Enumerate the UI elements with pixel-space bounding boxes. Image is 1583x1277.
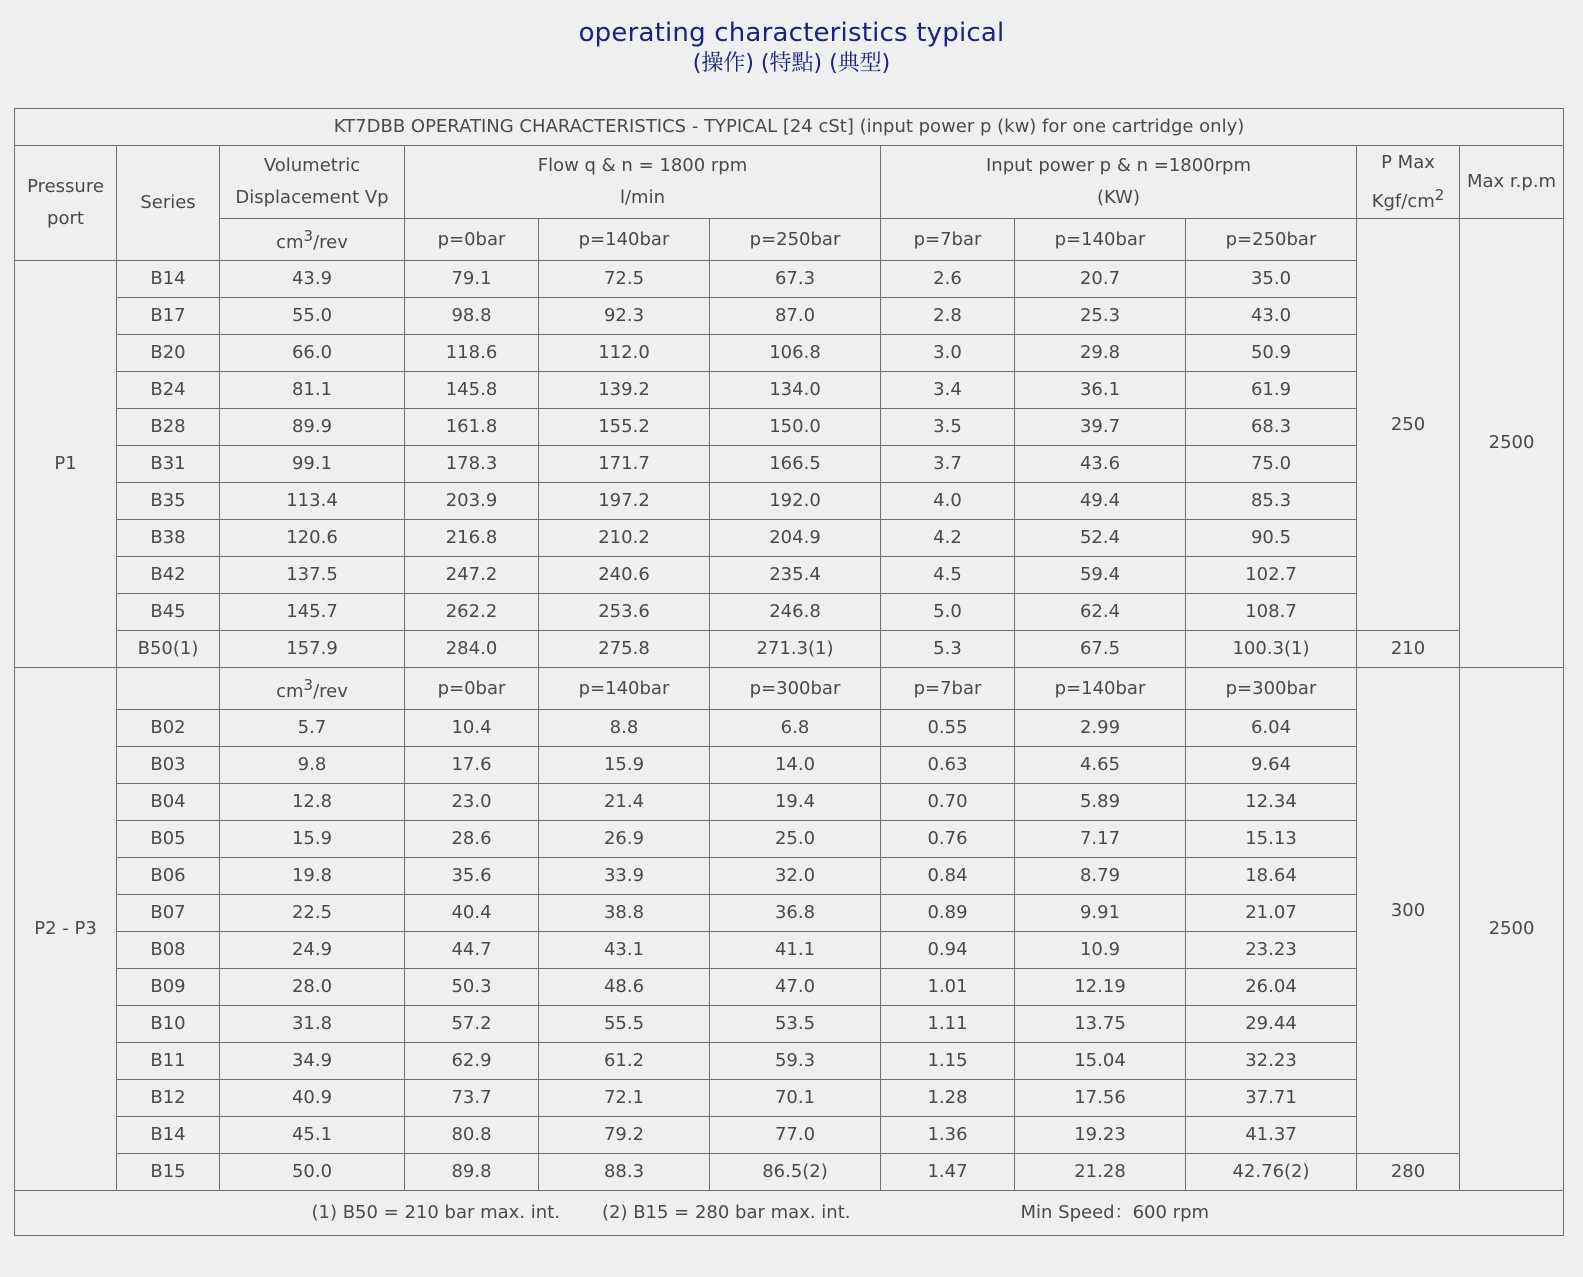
value-cell: 100.3(1) xyxy=(1186,631,1357,668)
value-cell: 40.9 xyxy=(220,1080,405,1117)
value-cell: 5.3 xyxy=(881,631,1015,668)
value-cell: 77.0 xyxy=(710,1117,881,1154)
table-row xyxy=(15,261,1564,298)
value-cell: 6.04 xyxy=(1186,710,1357,747)
value-cell: 3.7 xyxy=(881,446,1015,483)
series-cell: B08 xyxy=(117,932,220,969)
pressure-port-p1: P1 xyxy=(15,261,117,668)
value-cell: 35.6 xyxy=(405,858,539,895)
value-cell: 12.19 xyxy=(1015,969,1186,1006)
series-cell: B02 xyxy=(117,710,220,747)
value-cell: 81.1 xyxy=(220,372,405,409)
series-blank-cell xyxy=(117,668,220,710)
value-cell: 0.76 xyxy=(881,821,1015,858)
value-cell: 0.63 xyxy=(881,747,1015,784)
table-row xyxy=(15,969,1564,1006)
value-cell: 21.07 xyxy=(1186,895,1357,932)
header-pmax xyxy=(1357,146,1460,219)
value-cell: 73.7 xyxy=(405,1080,539,1117)
value-cell: 102.7 xyxy=(1186,557,1357,594)
table-row xyxy=(15,520,1564,557)
maxrpm-value-p2: 2500 xyxy=(1460,668,1564,1191)
value-cell: 0.89 xyxy=(881,895,1015,932)
value-cell: 23.23 xyxy=(1186,932,1357,969)
cm-unit-sup: 3 xyxy=(303,676,314,694)
value-cell: 45.1 xyxy=(220,1117,405,1154)
subheader-power-5: p=250bar xyxy=(1186,219,1357,261)
value-cell: 61.2 xyxy=(539,1043,710,1080)
value-cell: 8.8 xyxy=(539,710,710,747)
value-cell: 72.1 xyxy=(539,1080,710,1117)
value-cell: 43.0 xyxy=(1186,298,1357,335)
series-cell: B11 xyxy=(117,1043,220,1080)
value-cell: 59.4 xyxy=(1015,557,1186,594)
value-cell: 79.2 xyxy=(539,1117,710,1154)
value-cell: 88.3 xyxy=(539,1154,710,1191)
series-cell: B50(1) xyxy=(117,631,220,668)
value-cell: 38.8 xyxy=(539,895,710,932)
table-row xyxy=(15,631,1564,668)
value-cell: 235.4 xyxy=(710,557,881,594)
table-row xyxy=(15,557,1564,594)
value-cell: 1.36 xyxy=(881,1117,1015,1154)
value-cell: 240.6 xyxy=(539,557,710,594)
value-cell: 192.0 xyxy=(710,483,881,520)
value-cell: 61.9 xyxy=(1186,372,1357,409)
value-cell: 31.8 xyxy=(220,1006,405,1043)
value-cell: 4.2 xyxy=(881,520,1015,557)
pmax-value-p1: 250 xyxy=(1357,219,1460,631)
value-cell: 204.9 xyxy=(710,520,881,557)
header-pressure-port: Pressure port xyxy=(15,146,117,261)
value-cell: 50.0 xyxy=(220,1154,405,1191)
value-cell: 79.1 xyxy=(405,261,539,298)
value-cell: 210.2 xyxy=(539,520,710,557)
value-cell: 55.0 xyxy=(220,298,405,335)
value-cell: 6.8 xyxy=(710,710,881,747)
series-cell: B17 xyxy=(117,298,220,335)
header-power-unit: (KW) xyxy=(1096,187,1140,208)
heading-subtitle: (操作) (特點) (典型) xyxy=(692,51,891,76)
value-cell: 75.0 xyxy=(1186,446,1357,483)
operating-characteristics-table xyxy=(14,108,1564,1236)
value-cell: 112.0 xyxy=(539,335,710,372)
series-cell: B12 xyxy=(117,1080,220,1117)
table-row xyxy=(15,1043,1564,1080)
value-cell: 1.11 xyxy=(881,1006,1015,1043)
cm-unit-base: cm xyxy=(276,232,304,253)
value-cell: 1.01 xyxy=(881,969,1015,1006)
value-cell: 25.0 xyxy=(710,821,881,858)
pressure-port-p2: P2 - P3 xyxy=(15,668,117,1191)
value-cell: 8.79 xyxy=(1015,858,1186,895)
value-cell: 145.7 xyxy=(220,594,405,631)
value-cell: 72.5 xyxy=(539,261,710,298)
series-cell: B31 xyxy=(117,446,220,483)
value-cell: 89.8 xyxy=(405,1154,539,1191)
series-cell: B42 xyxy=(117,557,220,594)
subheader-power-3: p=7bar xyxy=(881,219,1015,261)
value-cell: 48.6 xyxy=(539,969,710,1006)
value-cell: 32.0 xyxy=(710,858,881,895)
subheader-flow-1: p=140bar xyxy=(539,219,710,261)
footer-notes-left xyxy=(15,1191,881,1236)
value-cell: 19.4 xyxy=(710,784,881,821)
value-cell: 62.4 xyxy=(1015,594,1186,631)
value-cell: 32.23 xyxy=(1186,1043,1357,1080)
pmax-value-p2: 300 xyxy=(1357,668,1460,1154)
cm-unit-base: cm xyxy=(276,681,304,702)
table-row xyxy=(15,747,1564,784)
table-row xyxy=(15,710,1564,747)
table-row xyxy=(15,1154,1564,1191)
table-title: KT7DBB OPERATING CHARACTERISTICS - TYPICAL [24 cSt] (input power p (kw) for one cartridge only) xyxy=(15,109,1564,146)
spec-table-wrapper xyxy=(14,108,1563,1236)
cm-unit-suffix: /rev xyxy=(313,232,348,253)
value-cell: 67.5 xyxy=(1015,631,1186,668)
value-cell: 118.6 xyxy=(405,335,539,372)
series-cell: B14 xyxy=(117,1117,220,1154)
value-cell: 15.9 xyxy=(220,821,405,858)
value-cell: 161.8 xyxy=(405,409,539,446)
header-flow-label: Flow q & n = 1800 rpm xyxy=(537,155,748,176)
value-cell: 53.5 xyxy=(710,1006,881,1043)
value-cell: 0.84 xyxy=(881,858,1015,895)
value-cell: 155.2 xyxy=(539,409,710,446)
header-flow xyxy=(405,146,881,219)
value-cell: 21.4 xyxy=(539,784,710,821)
value-cell: 26.9 xyxy=(539,821,710,858)
value-cell: 3.0 xyxy=(881,335,1015,372)
value-cell: 262.2 xyxy=(405,594,539,631)
table-row xyxy=(15,784,1564,821)
cm-unit-sup: 3 xyxy=(303,227,314,245)
value-cell: 44.7 xyxy=(405,932,539,969)
table-row xyxy=(15,1006,1564,1043)
value-cell: 90.5 xyxy=(1186,520,1357,557)
value-cell: 9.91 xyxy=(1015,895,1186,932)
value-cell: 15.04 xyxy=(1015,1043,1186,1080)
value-cell: 35.0 xyxy=(1186,261,1357,298)
value-cell: 70.1 xyxy=(710,1080,881,1117)
pmax-last-p2: 280 xyxy=(1357,1154,1460,1191)
value-cell: 0.94 xyxy=(881,932,1015,969)
value-cell: 43.1 xyxy=(539,932,710,969)
value-cell: 50.9 xyxy=(1186,335,1357,372)
value-cell: 62.9 xyxy=(405,1043,539,1080)
header-pmax-unit xyxy=(1357,179,1459,218)
value-cell: 40.4 xyxy=(405,895,539,932)
value-cell: 20.7 xyxy=(1015,261,1186,298)
series-cell: B14 xyxy=(117,261,220,298)
value-cell: 17.56 xyxy=(1015,1080,1186,1117)
value-cell: 99.1 xyxy=(220,446,405,483)
series-cell: B20 xyxy=(117,335,220,372)
table-row xyxy=(15,594,1564,631)
value-cell: 13.75 xyxy=(1015,1006,1186,1043)
value-cell: 66.0 xyxy=(220,335,405,372)
series-cell: B09 xyxy=(117,969,220,1006)
value-cell: 4.65 xyxy=(1015,747,1186,784)
value-cell: 253.6 xyxy=(539,594,710,631)
subheader-power-5: p=300bar xyxy=(1186,668,1357,710)
subheader-power-4: p=140bar xyxy=(1015,219,1186,261)
value-cell: 275.8 xyxy=(539,631,710,668)
value-cell: 67.3 xyxy=(710,261,881,298)
series-cell: B07 xyxy=(117,895,220,932)
table-row xyxy=(15,1080,1564,1117)
value-cell: 12.8 xyxy=(220,784,405,821)
table-row xyxy=(15,821,1564,858)
value-cell: 41.37 xyxy=(1186,1117,1357,1154)
value-cell: 0.55 xyxy=(881,710,1015,747)
value-cell: 15.13 xyxy=(1186,821,1357,858)
value-cell: 21.28 xyxy=(1015,1154,1186,1191)
value-cell: 28.6 xyxy=(405,821,539,858)
value-cell: 26.04 xyxy=(1186,969,1357,1006)
subheader-flow-2: p=300bar xyxy=(710,668,881,710)
series-cell: B05 xyxy=(117,821,220,858)
subheader-flow-0: p=0bar xyxy=(405,668,539,710)
table-row xyxy=(15,372,1564,409)
value-cell: 89.9 xyxy=(220,409,405,446)
value-cell: 2.99 xyxy=(1015,710,1186,747)
value-cell: 120.6 xyxy=(220,520,405,557)
value-cell: 17.6 xyxy=(405,747,539,784)
value-cell: 42.76(2) xyxy=(1186,1154,1357,1191)
value-cell: 5.7 xyxy=(220,710,405,747)
value-cell: 113.4 xyxy=(220,483,405,520)
value-cell: 57.2 xyxy=(405,1006,539,1043)
value-cell: 98.8 xyxy=(405,298,539,335)
value-cell: 3.4 xyxy=(881,372,1015,409)
value-cell: 106.8 xyxy=(710,335,881,372)
pmax-unit-base: Kgf/cm xyxy=(1371,190,1435,212)
value-cell: 28.0 xyxy=(220,969,405,1006)
value-cell: 19.23 xyxy=(1015,1117,1186,1154)
value-cell: 137.5 xyxy=(220,557,405,594)
value-cell: 55.5 xyxy=(539,1006,710,1043)
value-cell: 5.89 xyxy=(1015,784,1186,821)
value-cell: 37.71 xyxy=(1186,1080,1357,1117)
value-cell: 4.0 xyxy=(881,483,1015,520)
value-cell: 4.5 xyxy=(881,557,1015,594)
series-cell: B38 xyxy=(117,520,220,557)
value-cell: 85.3 xyxy=(1186,483,1357,520)
table-row xyxy=(15,1117,1564,1154)
subheader-power-4: p=140bar xyxy=(1015,668,1186,710)
footer-note-b50: (1) B50 = 210 bar max. int. xyxy=(311,1202,560,1223)
value-cell: 14.0 xyxy=(710,747,881,784)
value-cell: 50.3 xyxy=(405,969,539,1006)
table-row xyxy=(15,298,1564,335)
value-cell: 39.7 xyxy=(1015,409,1186,446)
value-cell: 24.9 xyxy=(220,932,405,969)
value-cell: 22.5 xyxy=(220,895,405,932)
page-heading xyxy=(0,0,1583,78)
series-cell: B03 xyxy=(117,747,220,784)
header-power-label: Input power p & n =1800rpm xyxy=(986,155,1251,176)
value-cell: 134.0 xyxy=(710,372,881,409)
table-row xyxy=(15,446,1564,483)
value-cell: 12.34 xyxy=(1186,784,1357,821)
subheader-flow-1: p=140bar xyxy=(539,668,710,710)
header-max-rpm: Max r.p.m xyxy=(1460,146,1564,219)
heading-title: operating characteristics typical xyxy=(578,18,1005,48)
value-cell: 80.8 xyxy=(405,1117,539,1154)
header-series: Series xyxy=(117,146,220,261)
subheader-flow-0: p=0bar xyxy=(405,219,539,261)
subheader-flow-2: p=250bar xyxy=(710,219,881,261)
value-cell: 2.8 xyxy=(881,298,1015,335)
value-cell: 171.7 xyxy=(539,446,710,483)
subheader-cm-rev xyxy=(220,668,405,710)
value-cell: 43.9 xyxy=(220,261,405,298)
value-cell: 33.9 xyxy=(539,858,710,895)
cm-unit-suffix: /rev xyxy=(313,681,348,702)
value-cell: 86.5(2) xyxy=(710,1154,881,1191)
value-cell: 197.2 xyxy=(539,483,710,520)
table-row xyxy=(15,895,1564,932)
header-pmax-label: P Max xyxy=(1381,151,1435,173)
value-cell: 19.8 xyxy=(220,858,405,895)
subheader-power-3: p=7bar xyxy=(881,668,1015,710)
series-cell: B04 xyxy=(117,784,220,821)
value-cell: 108.7 xyxy=(1186,594,1357,631)
value-cell: 216.8 xyxy=(405,520,539,557)
value-cell: 36.1 xyxy=(1015,372,1186,409)
value-cell: 3.5 xyxy=(881,409,1015,446)
series-cell: B06 xyxy=(117,858,220,895)
value-cell: 47.0 xyxy=(710,969,881,1006)
value-cell: 41.1 xyxy=(710,932,881,969)
footer-min-speed: Min Speed：600 rpm xyxy=(881,1191,1564,1236)
value-cell: 9.64 xyxy=(1186,747,1357,784)
value-cell: 145.8 xyxy=(405,372,539,409)
value-cell: 25.3 xyxy=(1015,298,1186,335)
value-cell: 271.3(1) xyxy=(710,631,881,668)
series-cell: B45 xyxy=(117,594,220,631)
value-cell: 23.0 xyxy=(405,784,539,821)
value-cell: 15.9 xyxy=(539,747,710,784)
header-volumetric: Volumetric Displacement Vp xyxy=(220,146,405,219)
maxrpm-value-p1: 2500 xyxy=(1460,219,1564,668)
value-cell: 10.4 xyxy=(405,710,539,747)
value-cell: 7.17 xyxy=(1015,821,1186,858)
pmax-last-p1: 210 xyxy=(1357,631,1460,668)
value-cell: 52.4 xyxy=(1015,520,1186,557)
value-cell: 247.2 xyxy=(405,557,539,594)
value-cell: 1.15 xyxy=(881,1043,1015,1080)
value-cell: 5.0 xyxy=(881,594,1015,631)
value-cell: 1.28 xyxy=(881,1080,1015,1117)
footer-note-b15: (2) B15 = 280 bar max. int. xyxy=(601,1202,851,1223)
table-row xyxy=(15,335,1564,372)
value-cell: 2.6 xyxy=(881,261,1015,298)
value-cell: 178.3 xyxy=(405,446,539,483)
subheader-cm-rev xyxy=(220,219,405,261)
series-cell: B35 xyxy=(117,483,220,520)
value-cell: 43.6 xyxy=(1015,446,1186,483)
value-cell: 9.8 xyxy=(220,747,405,784)
value-cell: 18.64 xyxy=(1186,858,1357,895)
series-cell: B15 xyxy=(117,1154,220,1191)
value-cell: 49.4 xyxy=(1015,483,1186,520)
value-cell: 1.47 xyxy=(881,1154,1015,1191)
value-cell: 92.3 xyxy=(539,298,710,335)
value-cell: 139.2 xyxy=(539,372,710,409)
header-power xyxy=(881,146,1357,219)
series-cell: B24 xyxy=(117,372,220,409)
table-row xyxy=(15,932,1564,969)
value-cell: 36.8 xyxy=(710,895,881,932)
value-cell: 68.3 xyxy=(1186,409,1357,446)
value-cell: 246.8 xyxy=(710,594,881,631)
value-cell: 0.70 xyxy=(881,784,1015,821)
value-cell: 59.3 xyxy=(710,1043,881,1080)
series-cell: B10 xyxy=(117,1006,220,1043)
table-row xyxy=(15,409,1564,446)
value-cell: 87.0 xyxy=(710,298,881,335)
value-cell: 150.0 xyxy=(710,409,881,446)
value-cell: 10.9 xyxy=(1015,932,1186,969)
table-row xyxy=(15,483,1564,520)
value-cell: 284.0 xyxy=(405,631,539,668)
series-cell: B28 xyxy=(117,409,220,446)
value-cell: 166.5 xyxy=(710,446,881,483)
value-cell: 203.9 xyxy=(405,483,539,520)
value-cell: 29.44 xyxy=(1186,1006,1357,1043)
table-row xyxy=(15,858,1564,895)
pmax-unit-sup: 2 xyxy=(1434,185,1445,204)
value-cell: 34.9 xyxy=(220,1043,405,1080)
value-cell: 29.8 xyxy=(1015,335,1186,372)
value-cell: 157.9 xyxy=(220,631,405,668)
header-flow-unit: l/min xyxy=(619,187,665,208)
